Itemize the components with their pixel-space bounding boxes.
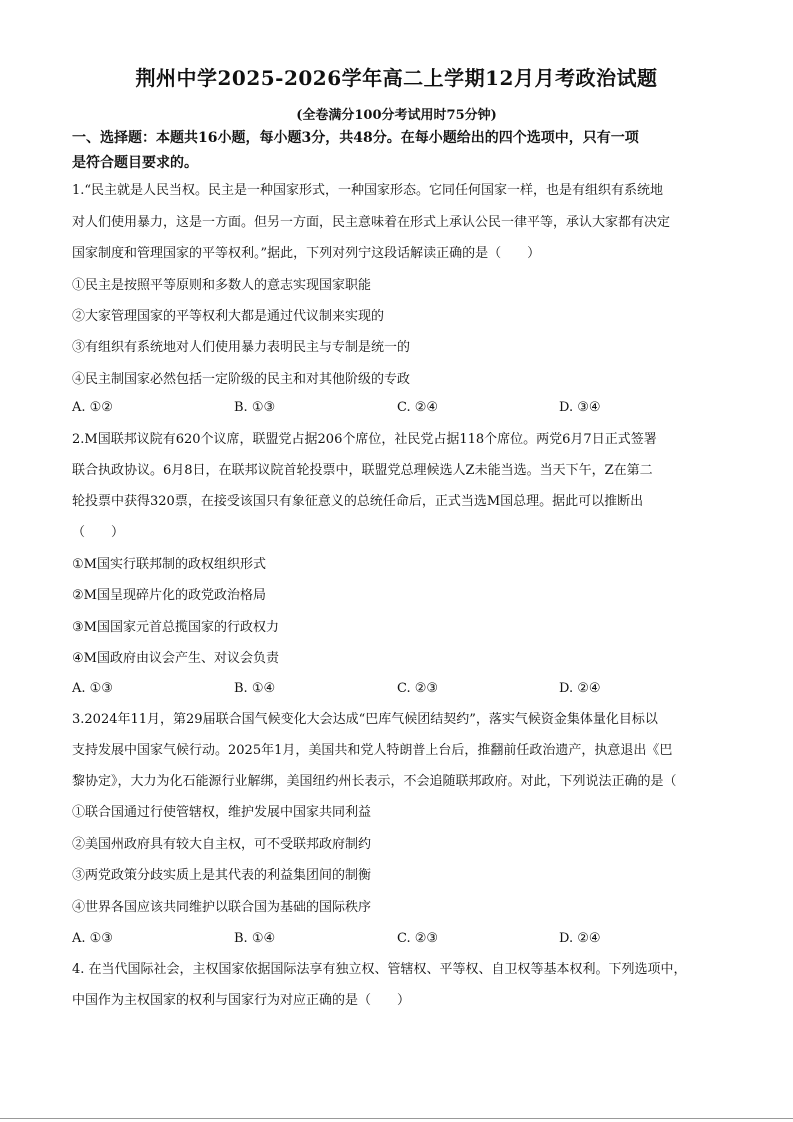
q3-option-c[interactable]: C. ②③ [397, 931, 439, 946]
section-heading-line-2: 是符合题目要求的。 [72, 155, 198, 171]
q3-stem-line: 支持发展中国家气候行动。2025年1月，美国共和党人特朗普上台后，推翻前任政治遗产，执意退出《巴 [72, 743, 673, 758]
q4-stem-line: 中国作为主权国家的权利与国家行为对应正确的是（ ） [72, 993, 411, 1008]
q2-statement: ①M国实行联邦制的政权组织形式 [72, 557, 266, 572]
exam-info: (全卷满分100分考试用时75分钟) [296, 108, 497, 123]
q1-statement: ③有组织有系统地对人们使用暴力表明民主与专制是统一的 [72, 340, 411, 355]
q2-option-d[interactable]: D. ②④ [559, 681, 601, 696]
q3-option-a[interactable]: A. ①③ [72, 931, 113, 946]
q1-statement: ④民主制国家必然包括一定阶级的民主和对其他阶级的专政 [72, 372, 411, 387]
q2-statement: ②M国呈现碎片化的政党政治格局 [72, 588, 266, 603]
q3-statement: ④世界各国应该共同维护以联合国为基础的国际秩序 [72, 900, 372, 915]
q3-statement: ②美国州政府具有较大自主权，可不受联邦政府制约 [72, 837, 372, 852]
q1-options [72, 398, 712, 418]
q3-option-b[interactable]: B. ①④ [234, 931, 276, 946]
q1-option-b[interactable]: B. ①③ [234, 400, 276, 415]
q3-statement: ③两党政策分歧实质上是其代表的利益集团间的制衡 [72, 868, 372, 883]
q1-stem-line: 1.“民主就是人民当权。民主是一种国家形式，一种国家形态。它同任何国家一样，也是有组织有系统地 [72, 183, 664, 198]
q3-statement: ①联合国通过行使管辖权，维护发展中国家共同利益 [72, 805, 372, 820]
q1-statement: ①民主是按照平等原则和多数人的意志实现国家职能 [72, 278, 372, 293]
q2-statement: ③M国国家元首总揽国家的行政权力 [72, 620, 279, 635]
q3-options [72, 929, 712, 949]
q1-option-c[interactable]: C. ②④ [397, 400, 439, 415]
q4-stem-line: 4. 在当代国际社会，主权国家依据国际法享有独立权、管辖权、平等权、自卫权等基本权利。下列选项中， [72, 962, 687, 977]
q1-statement: ②大家管理国家的平等权利大都是通过代议制来实现的 [72, 309, 385, 324]
page-title: 荆州中学2025-2026学年高二上学期12月月考政治试题 [135, 66, 658, 90]
q1-stem-line: 对人们使用暴力，这是一方面。但另一方面，民主意味着在形式上承认公民一律平等，承认大家都有决定 [72, 215, 671, 230]
q3-stem-line: 黎协定》，大力为化石能源行业解绑，美国纽约州长表示，不会追随联邦政府。对此，下列说法正确的是（ [72, 774, 677, 789]
q2-option-c[interactable]: C. ②③ [397, 681, 439, 696]
q2-statement: ④M国政府由议会产生、对议会负责 [72, 651, 279, 666]
q2-stem-line: （ ） [72, 525, 125, 540]
q1-option-a[interactable]: A. ①② [72, 400, 113, 415]
q2-stem-line: 2.M国联邦议院有620个议席，联盟党占据206个席位，社民党占据118个席位。两党6月7日正式签署 [72, 432, 657, 447]
q3-option-d[interactable]: D. ②④ [559, 931, 601, 946]
q2-stem-line: 联合执政协议。6月8日，在联邦议院首轮投票中，联盟党总理候选人Z未能当选。当天下午，Z在第二 [72, 463, 653, 478]
q3-stem-line: 3.2024年11月，第29届联合国气候变化大会达成“巴库气候团结契约”，落实气候资金集体量化目标以 [72, 712, 658, 727]
page-bottom-divider [0, 1118, 793, 1119]
q2-options [72, 679, 712, 699]
section-heading-line-1: 一、选择题：本题共16小题，每小题3分，共48分。在每小题给出的四个选项中，只有一项 [72, 130, 639, 146]
q2-option-b[interactable]: B. ①④ [234, 681, 276, 696]
q2-stem-line: 轮投票中获得320票，在接受该国只有象征意义的总统任命后，正式当选M国总理。据此可以推断出 [72, 494, 644, 509]
q2-option-a[interactable]: A. ①③ [72, 681, 113, 696]
q1-option-d[interactable]: D. ③④ [559, 400, 601, 415]
q1-stem-line: 国家制度和管理国家的平等权利。”据此，下列对列宁这段话解读正确的是（ ） [72, 246, 541, 261]
